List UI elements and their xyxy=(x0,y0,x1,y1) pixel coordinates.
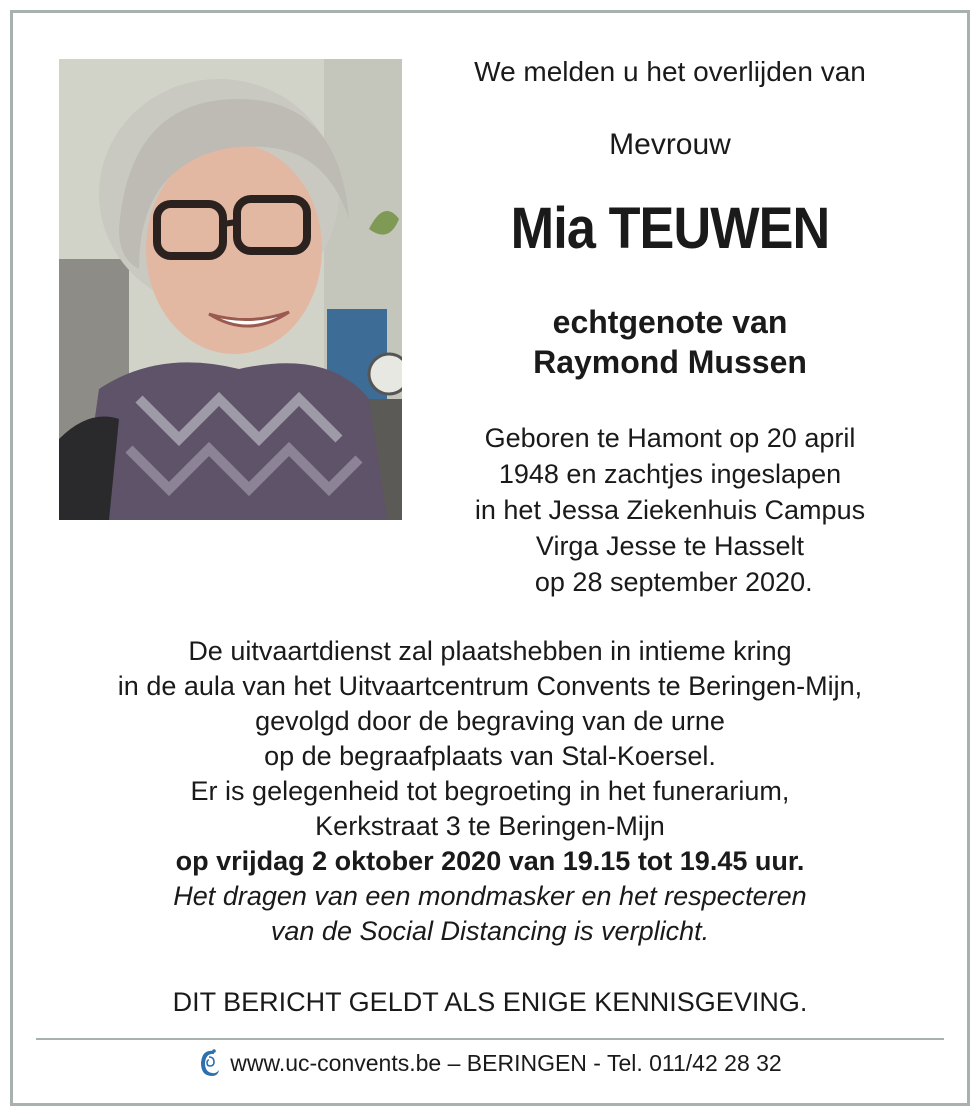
service-details xyxy=(0,634,980,949)
detail-line: Geboren te Hamont op 20 april xyxy=(484,423,856,453)
footer xyxy=(0,1046,980,1080)
service-line: Kerkstraat 3 te Beringen-Mijn xyxy=(315,811,665,841)
honorific-title: Mevrouw xyxy=(609,128,731,161)
detail-line: 1948 en zachtjes ingeslapen xyxy=(498,459,842,489)
portrait-photo xyxy=(59,59,402,520)
mask-notice-line: van de Social Distancing is verplicht. xyxy=(270,916,710,946)
spouse-block xyxy=(420,302,920,382)
spouse-label: echtgenote van xyxy=(552,304,788,340)
mask-notice-line: Het dragen van een mondmasker en het respecteren xyxy=(173,881,807,911)
spouse-name: Raymond Mussen xyxy=(533,344,807,380)
service-line: De uitvaartdienst zal plaatshebben in intieme kring xyxy=(188,636,792,666)
detail-line: Virga Jesse te Hasselt xyxy=(535,531,805,561)
funeral-home-logo-icon xyxy=(198,1047,220,1079)
detail-line: op 28 september 2020. xyxy=(527,567,813,597)
birth-death-details xyxy=(420,420,920,600)
deceased-name: Mia TEUWEN xyxy=(510,196,830,261)
service-line: Er is gelegenheid tot begroeting in het funerarium, xyxy=(190,776,790,806)
service-line: op de begraafplaats van Stal-Koersel. xyxy=(264,741,716,771)
detail-line: in het Jessa Ziekenhuis Campus xyxy=(474,495,866,525)
service-line: in de aula van het Uitvaartcentrum Convents te Beringen-Mijn, xyxy=(117,671,863,701)
visiting-time: op vrijdag 2 oktober 2020 van 19.15 tot 19.45 uur. xyxy=(175,846,805,876)
intro-text: We melden u het overlijden van xyxy=(474,56,866,87)
footer-contact-text: www.uc-convents.be – BERINGEN - Tel. 011/42 28 32 xyxy=(230,1049,782,1076)
sole-notice-text: DIT BERICHT GELDT ALS ENIGE KENNISGEVING. xyxy=(172,987,808,1017)
footer-divider xyxy=(36,1038,944,1040)
service-line: gevolgd door de begraving van de urne xyxy=(255,706,725,736)
